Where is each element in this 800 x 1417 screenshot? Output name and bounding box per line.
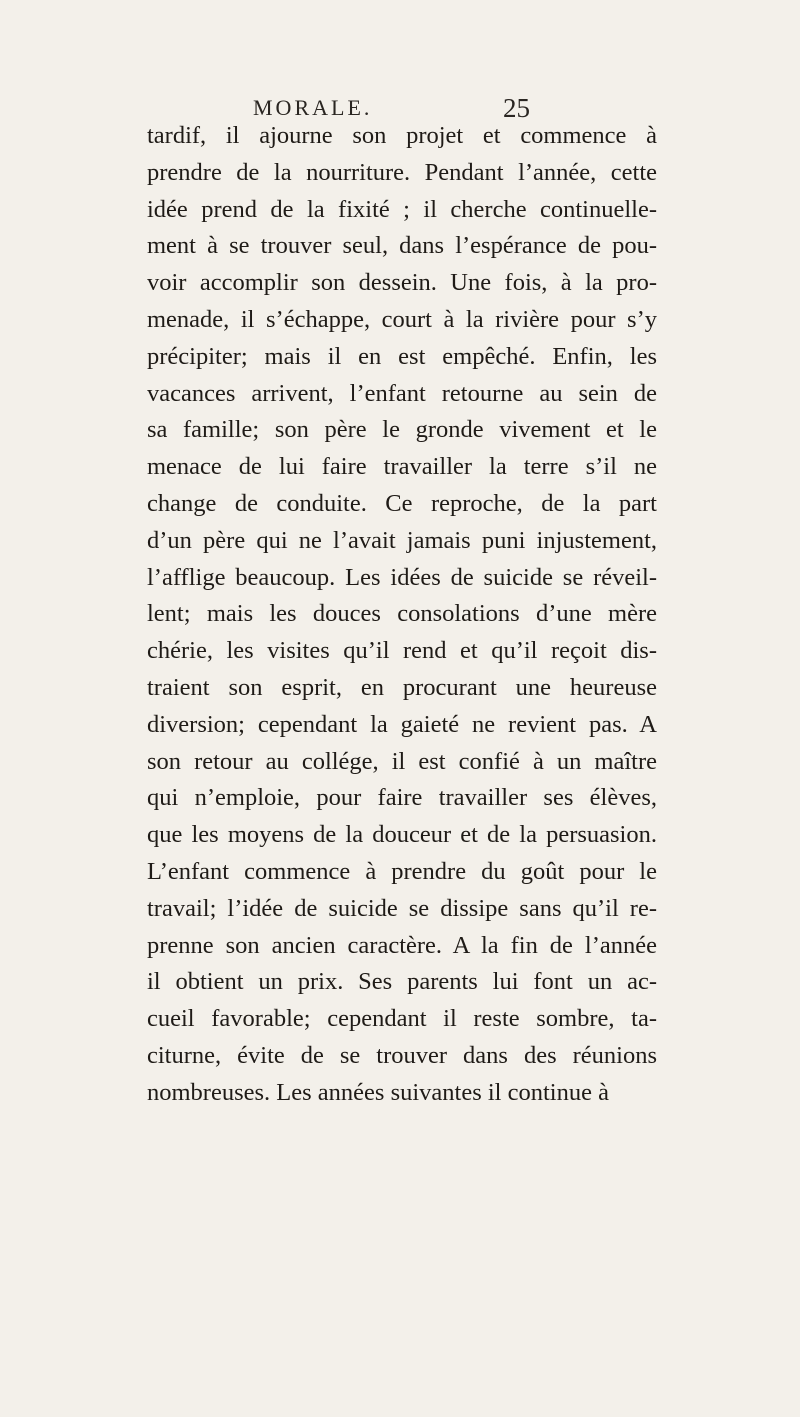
text-line: précipiter; mais il en est empêché. Enfin, les [147,342,657,370]
text-line: ment à se trouver seul, dans l’espérance de pou- [147,232,657,260]
text-line: il obtient un prix. Ses parents lui font un ac- [147,968,657,996]
text-line: prenne son ancien caractère. A la fin de l’année [147,931,657,959]
text-line: nombreuses. Les années suivantes il continue à [147,1078,609,1106]
text-line: qui n’emploie, pour faire travailler ses élèves, [147,784,657,812]
running-title: MORALE. [253,95,373,120]
text-line: vacances arrivent, l’enfant retourne au sein de [147,379,657,407]
text-line: menade, il s’échappe, court à la rivière pour s’y [147,305,657,333]
text-line: diversion; cependant la gaieté ne revient pas. A [147,710,657,738]
page-number: 25 [503,93,530,123]
text-line: sa famille; son père le gronde vivement et le [147,416,657,444]
text-line: tardif, il ajourne son projet et commence à [147,122,657,149]
text-line: son retour au collége, il est confié à un maître [147,747,657,775]
text-line: traient son esprit, en procurant une heureuse [147,673,657,701]
text-line: d’un père qui ne l’avait jamais puni injustement, [147,526,657,554]
text-line: l’afflige beaucoup. Les idées de suicide se réveil- [147,563,657,591]
text-line: citurne, évite de se trouver dans des réunions [147,1041,657,1069]
text-line: chérie, les visites qu’il rend et qu’il reçoit dis- [147,637,657,665]
text-line: idée prend de la fixité ; il cherche continuelle- [147,195,657,223]
text-line: L’enfant commence à prendre du goût pour le [147,857,657,885]
text-line: que les moyens de la douceur et de la persuasion. [147,821,657,849]
text-line: menace de lui faire travailler la terre s’il ne [147,453,657,481]
text-line: cueil favorable; cependant il reste sombre, ta- [147,1005,657,1033]
text-line: travail; l’idée de suicide se dissipe sans qu’il re- [147,894,657,922]
text-line: voir accomplir son dessein. Une fois, à la pro- [147,269,657,297]
text-line: change de conduite. Ce reproche, de la part [147,489,657,517]
text-line: lent; mais les douces consolations d’une mère [147,600,657,628]
body-text [147,118,657,1112]
text-line: prendre de la nourriture. Pendant l’année, cette [147,158,657,186]
